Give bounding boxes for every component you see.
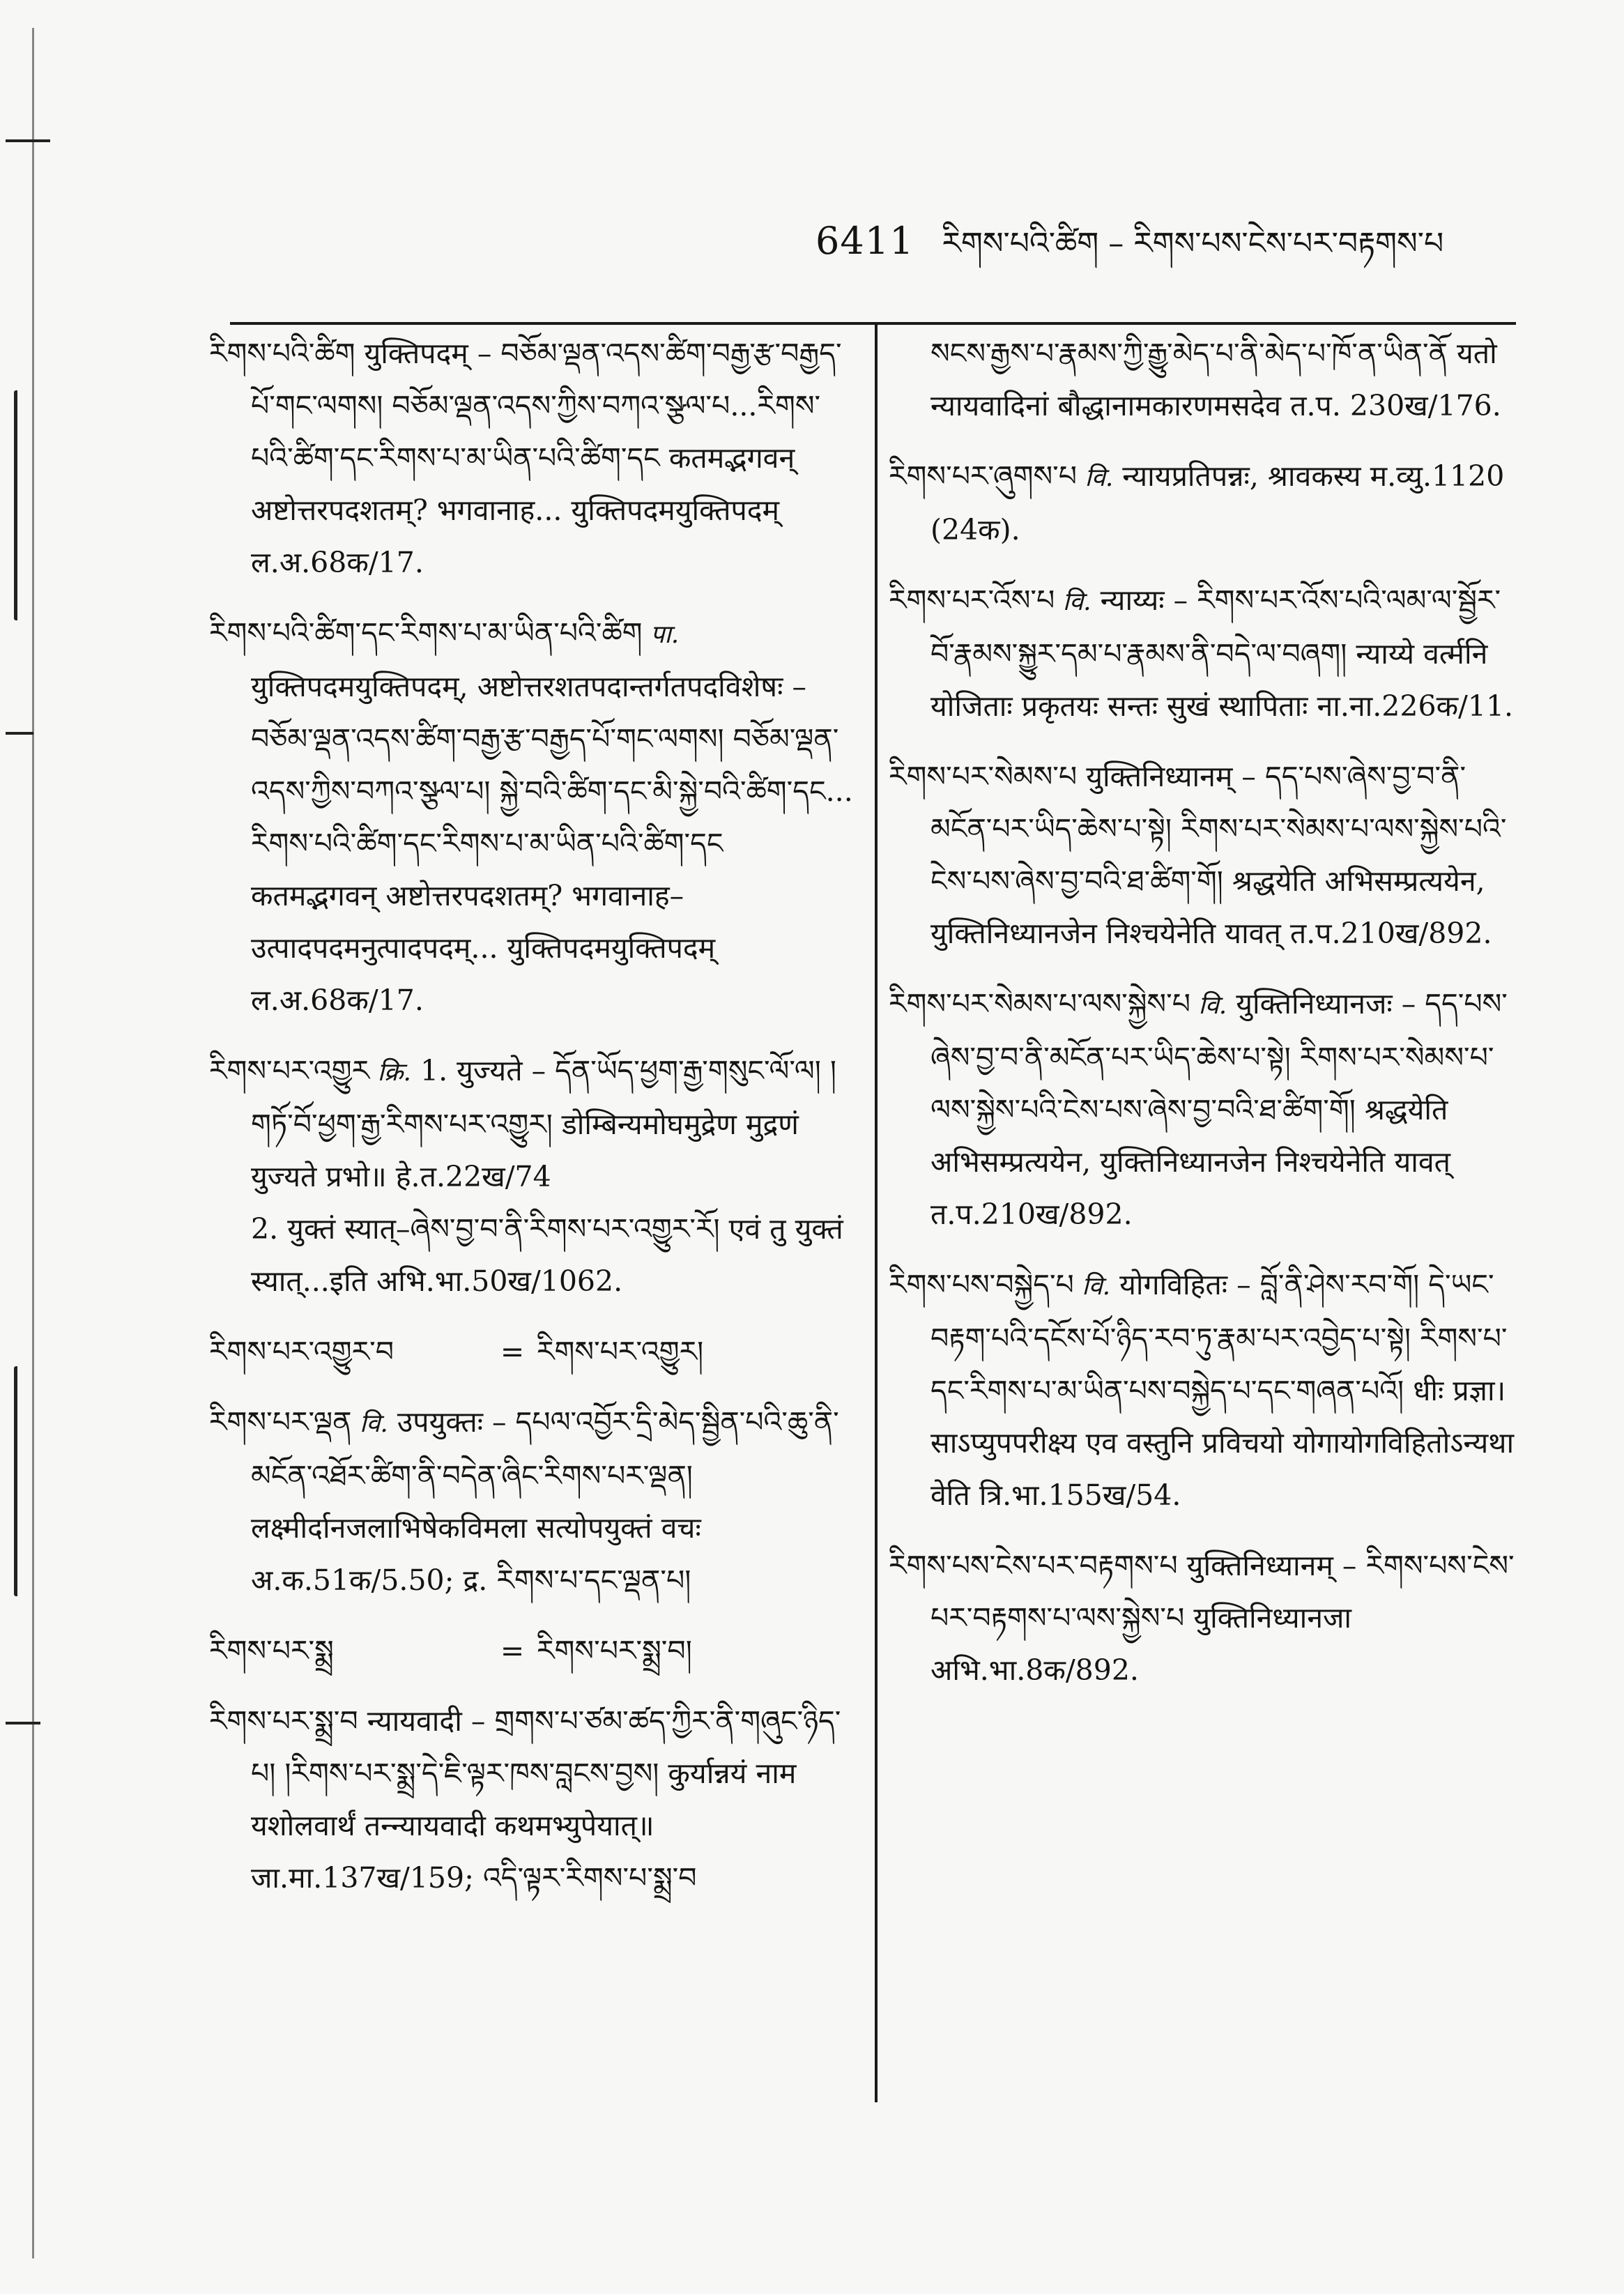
- dictionary-entry-sense: [209, 1203, 857, 1308]
- dictionary-entry: [209, 328, 857, 589]
- cross-reference-entry: [209, 1326, 857, 1378]
- entry-definition: योगविहितः – བློ་ནི་ཤེས་རབ་གོ། དེ་ཡང་བརྟག་པའི་དངོས་པོ་ཉིད་རབ་ཏུ་རྣམ་པར་འབྱེད་པ་སྟེ། རིགས་པ་དང་རིགས་པ་མ་ཡིན་པས་བསྐྱེད་པ་དང་གཞན་པའོ། धीः प्रज्ञा। साऽप्युपपरीक्ष्य एव वस्तुनि प्रविचयो योगायोगविहितोऽन्यथा वेति त्रि.भा.155ख/54.: [930, 1268, 1515, 1512]
- entry-headword: རིགས་པར་འགྱུར་བ: [209, 1335, 394, 1368]
- dictionary-entry: [209, 607, 857, 1027]
- binding-mark: [6, 139, 50, 142]
- entry-definition: युक्तिपदमयुक्तिपदम्, अष्टोत्तरशतपदान्तर्गतपदविशेषः – བཅོམ་ལྡན་འདས་ཚིག་བརྒྱ་རྩ་བརྒྱད་པོ་གང་ལགས། བཅོམ་ལྡན་འདས་ཀྱིས་བཀའ་སྩལ་པ། སྐྱེ་བའི་ཚིག་དང་མི་སྐྱེ་བའི་ཚིག་དང... རིགས་པའི་ཚིག་དང་རིགས་པ་མ་ཡིན་པའི་ཚིག་དང कतमद्भगवन् अष्टोत्तरपदशतम्? भगवानाह–उत्पादपदमनुत्पादपदम्... युक्तिपदमयुक्तिपदम् ल.अ.68क/17.: [251, 670, 853, 1017]
- entry-headword: རིགས་པར་ལྡན: [209, 1405, 352, 1439]
- entry-definition: युक्तिनिध्यानजः – དད་པས་ཞེས་བྱ་བ་ནི་མངོན་པར་ཡིད་ཆེས་པ་སྟེ། རིགས་པར་སེམས་པ་ལས་སྐྱེས་པའི་ངེས་པས་ཞེས་བྱ་བའི་ཐ་ཚིག་གོ། श्रद्धयेति अभिसम्प्रत्ययेन, युक्तिनिध्यानजेन निश्चयेनेति यावत् त.प.210ख/892.: [930, 987, 1508, 1231]
- entry-definition: སངས་རྒྱས་པ་རྣམས་ཀྱི་རྒྱུ་མེད་པ་ནི་མེད་པ་ཁོ་ན་ཡིན་ནོ यतो न्यायवादिनां बौद्धानामकारणमसदेव त.प. 230ख/176.: [930, 337, 1501, 422]
- dictionary-entry: [889, 574, 1516, 733]
- binding-mark: [6, 732, 33, 735]
- entry-headword: རིགས་པར་སྨྲ: [209, 1634, 334, 1667]
- equals-sign: =: [500, 1634, 525, 1667]
- entry-definition: न्याय्यः – རིགས་པར་འོས་པའི་ལམ་ལ་སྦྱོར་བོ་རྣམས་སྐྱུར་དམ་པ་རྣམས་ནི་བདེ་ལ་བཞག། न्याय्ये वर्त्मनि योजिताः प्रकृतयः सन्तः सुखं स्थापिताः ना.ना.226क/11.: [930, 583, 1514, 723]
- cross-reference-entry: [209, 1625, 857, 1677]
- equals-sign: =: [500, 1335, 525, 1368]
- cross-reference-target: རིགས་པར་འགྱུར།: [537, 1335, 704, 1368]
- entry-pos: पा.: [642, 620, 680, 649]
- entry-pos: क्रि.: [369, 1058, 411, 1087]
- entry-headword: རིགས་པས་བསྐྱེད་པ: [889, 1268, 1074, 1301]
- dictionary-entry: [889, 1540, 1516, 1697]
- binding-line: [32, 28, 34, 2258]
- binding-mark: [14, 1366, 45, 1596]
- entry-headword: རིགས་པས་ངེས་པར་བརྟགས་པ: [889, 1549, 1178, 1582]
- entry-pos: वि.: [351, 1409, 388, 1438]
- right-column: [889, 328, 1516, 1715]
- entry-definition: न्यायवादी – གྲགས་པ་ཙམ་ཚད་ཀྱིར་ནི་གཞུང་ཉིད་པ། །རིགས་པར་སྨྲ་དེ་ཇི་ལྟར་ཁས་བླངས་བྱས། कुर्यान्नयं नाम यशोलवार्थं तन्न्यायवादी कथमभ्युपेयात्॥ जा.मा.137ख/159; འདི་ལྟར་རིགས་པ་སྨྲ་བ: [251, 1704, 841, 1895]
- column-divider: [875, 325, 878, 2102]
- entry-pos: वि.: [1073, 1272, 1111, 1301]
- entry-headword: རིགས་པའི་ཚིག: [209, 337, 355, 370]
- dictionary-entry: [889, 450, 1516, 556]
- running-head: རིགས་པའི་ཚིག – རིགས་པས་ངེས་པར་བརྟགས་པ: [942, 226, 1444, 261]
- entry-definition: युक्तिनिध्यानम् – རིགས་པས་ངེས་པར་བརྟགས་པ་ལས་སྐྱེས་པ युक्तिनिध्यानजा अभि.भा.8क/892.: [930, 1549, 1515, 1687]
- entry-headword: རིགས་པར་སྨྲ་བ: [209, 1704, 358, 1738]
- entry-headword: རིགས་པར་འོས་པ: [889, 583, 1055, 617]
- dictionary-entry: [889, 1259, 1516, 1522]
- entry-headword: རིགས་པར་ཞུགས་པ: [889, 459, 1078, 493]
- page-header: [815, 209, 1547, 296]
- dictionary-entry: [209, 1396, 857, 1607]
- entry-pos: वि.: [1055, 588, 1091, 616]
- dictionary-entry: [209, 1695, 857, 1904]
- entry-definition: युक्तिनिध्यानम् – དད་པས་ཞེས་བྱ་བ་ནི་མངོན་པར་ཡིད་ཆེས་པ་སྟེ། རིགས་པར་སེམས་པ་ལས་སྐྱེས་པའི་ངེས་པས་ཞེས་བྱ་བའི་ཐ་ཚིག་གོ། श्रद्धयेति अभिसम्प्रत्ययेन, युक्तिनिध्यानजेन निश्चयेनेति यावत् त.प.210ख/892.: [930, 760, 1507, 950]
- header-rule: [230, 322, 1516, 325]
- entry-definition: उपयुक्तः – དཔལ་འབྱོར་དྲི་མེད་སྦྱིན་པའི་ཆུ་ནི་མངོན་འཐོར་ཚིག་ནི་བདེན་ཞིང་རིགས་པར་ལྡན། लक्ष्मीर्दानजलाभिषेकविमला सत्योपयुक्तं वचः अ.क.51क/5.50; द्र. རིགས་པ་དང་ལྡན་པ།: [251, 1405, 839, 1597]
- dictionary-entry-continuation: [889, 328, 1516, 432]
- scan-binding-edge: [0, 0, 49, 2294]
- binding-mark: [6, 1722, 40, 1725]
- entry-headword: རིགས་པར་སེམས་པ: [889, 760, 1078, 793]
- left-column: [209, 328, 857, 1922]
- entry-definition: 2. युक्तं स्यात्–ཞེས་བྱ་བ་ནི་རིགས་པར་འགྱུར་རོ། एवं तु युक्तं स्यात्...इति अभि.भा.50ख/1062.: [251, 1212, 843, 1298]
- entry-headword: རིགས་པར་འགྱུར: [209, 1054, 370, 1087]
- page-number: 6411: [815, 219, 914, 263]
- entry-definition: 1. युज्यते – དོན་ཡོད་ཕྱག་རྒྱ་གསུང་ལོ་ལ། །གཏོ་བོ་ཕྱག་རྒྱ་རིགས་པར་འགྱུར། डोम्बिन्यमोघमुद्रेण मुद्रणं युज्यते प्रभो॥ हे.त.22ख/74: [251, 1054, 836, 1193]
- dictionary-entry: [889, 751, 1516, 960]
- binding-mark: [14, 390, 45, 620]
- cross-reference-target: རིགས་པར་སྨྲ་བ།: [537, 1634, 692, 1667]
- dictionary-entry: [889, 978, 1516, 1241]
- entry-headword: རིགས་པའི་ཚིག་དང་རིགས་པ་མ་ཡིན་པའི་ཚིག: [209, 616, 643, 650]
- entry-definition: न्यायप्रतिपन्नः, श्रावकस्य म.व्यु.1120 (24क).: [930, 459, 1505, 546]
- entry-pos: वि.: [1190, 991, 1227, 1020]
- entry-headword: རིགས་པར་སེམས་པ་ལས་སྐྱེས་པ: [889, 987, 1190, 1020]
- entry-definition: युक्तिपदम् – བཅོམ་ལྡན་འདས་ཚིག་བརྒྱ་རྩ་བརྒྱད་པོ་གང་ལགས། བཅོམ་ལྡན་འདས་ཀྱིས་བཀའ་སྩལ་པ...རིགས་པའི་ཚིག་དང་རིགས་པ་མ་ཡིན་པའི་ཚིག་དང कतमद्भगवन् अष्टोत्तरपदशतम्? भगवानाह... युक्तिपदमयुक्तिपदम् ल.अ.68क/17.: [251, 337, 842, 579]
- entry-pos: वि.: [1077, 464, 1114, 492]
- dictionary-entry: [209, 1045, 857, 1203]
